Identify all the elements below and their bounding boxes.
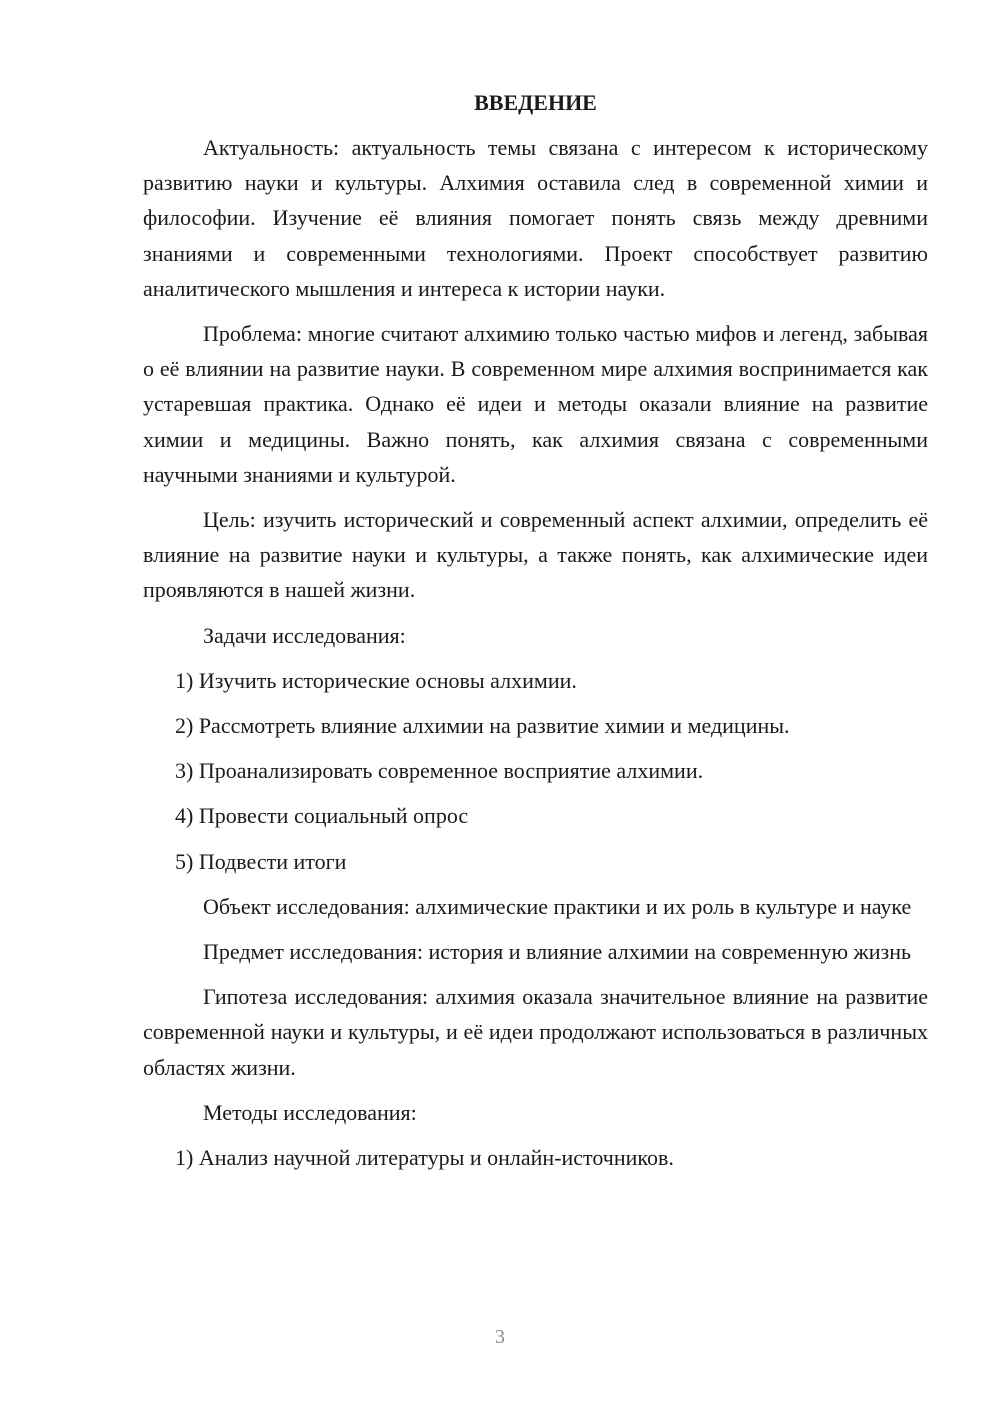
- task-item-2: 2) Рассмотреть влияние алхимии на развитие химии и медицины.: [175, 713, 790, 739]
- task-item-5: 5) Подвести итоги: [175, 848, 347, 874]
- goal-paragraph: Цель: изучить исторический и современный аспект алхимии, определить её влияние на развитие науки и культуры, а также понять, как алхимические идеи проявляются в нашей жизни.: [143, 507, 928, 603]
- task-item-1: 1) Изучить исторические основы алхимии.: [175, 667, 577, 693]
- task-item-4: 4) Провести социальный опрос: [175, 803, 469, 829]
- task-item-3: 3) Проанализировать современное восприятие алхимии.: [175, 758, 704, 784]
- tasks-heading: Задачи исследования:: [203, 622, 406, 648]
- methods-heading: Методы исследования:: [203, 1099, 417, 1125]
- subject-paragraph: Предмет исследования: история и влияние алхимии на современную жизнь: [203, 939, 912, 965]
- section-title: ВВЕДЕНИЕ: [474, 90, 597, 115]
- relevance-paragraph: Актуальность: актуальность темы связана с интересом к историческому развитию науки и культуры. Алхимия оставила след в современной химии и философии. Изучение её влияния помогает понять связь между древними знаниями и современными технологиями. Проект способствует развитию аналитического мышления и интереса к истории науки.: [143, 135, 928, 301]
- hypothesis-paragraph: Гипотеза исследования: алхимия оказала значительное влияние на развитие современной науки и культуры, и её идеи продолжают использоваться в различных областях жизни.: [143, 984, 928, 1080]
- page-number: 3: [495, 1326, 505, 1348]
- object-paragraph: Объект исследования: алхимические практики и их роль в культуре и науке: [203, 893, 912, 919]
- method-item-1: 1) Анализ научной литературы и онлайн-источников.: [175, 1145, 674, 1171]
- document-page: [143, 88, 928, 1185]
- problem-paragraph: Проблема: многие считают алхимию только частью мифов и легенд, забывая о её влиянии на развитие науки. В современном мире алхимия воспринимается как устаревшая практика. Однако её идеи и методы оказали влияние на развитие химии и медицины. Важно понять, как алхимия связана с современными научными знаниями и культурой.: [143, 321, 928, 487]
